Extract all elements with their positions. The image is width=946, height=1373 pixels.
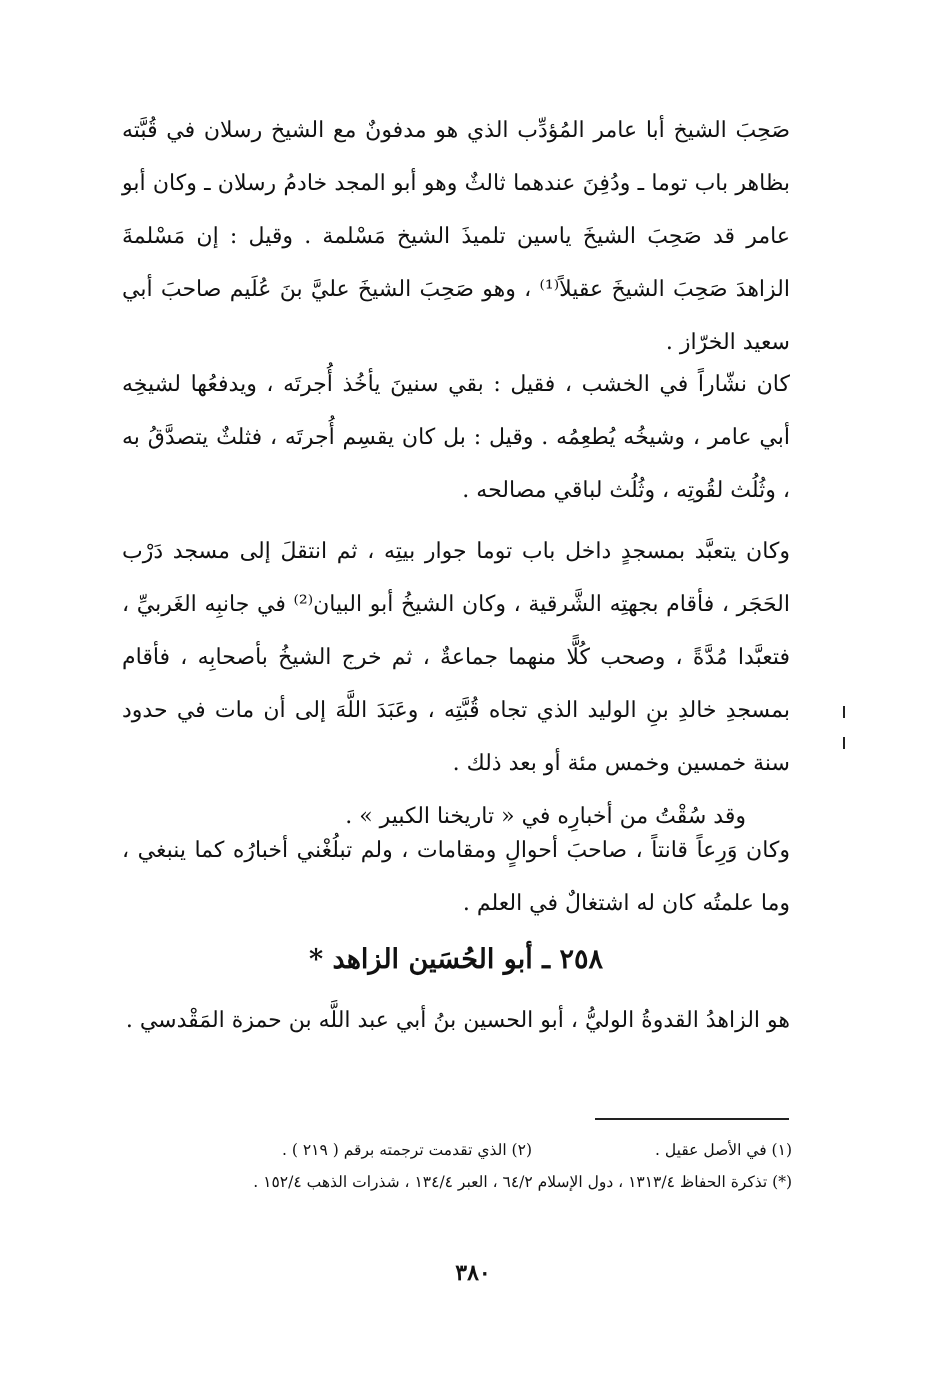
paragraph-1 — [122, 104, 790, 369]
paragraph-text: كان نشّاراً في الخشب ، فقيل : بقي سنينَ يأخُذ أُجرتَه ، ويدفعُها لشيخِه أبي عامر ، وشيخُه يُطعِمُه . وقيل : بل كان يقسِم أُجرتَه ، فثلثٌ يتصدَّقُ به ، وثُلُث لقُوتِه ، وثُلُث لباقي مصالحه . — [122, 372, 790, 503]
footnote-divider — [595, 1118, 789, 1120]
paragraph-4 — [122, 824, 790, 930]
entry-heading: ٢٥٨ ـ أبو الحُسَين الزاهد * — [309, 944, 603, 975]
paragraph-2 — [122, 358, 790, 517]
footnote-1: (١) في الأصل عقيل . — [655, 1141, 792, 1159]
paragraph-3 — [122, 525, 790, 843]
margin-mark — [843, 737, 845, 749]
paragraph-text-continued: وقد سُقْتُ من أخبارِه في « تاريخنا الكبير » . — [345, 804, 746, 829]
footnote-row — [122, 1134, 792, 1166]
page-number: ٣٨٠ — [455, 1260, 491, 1286]
footnotes — [122, 1134, 792, 1198]
footnote-2: (٢) الذي تقدمت ترجمته برقم ( ٢١٩ ) . — [282, 1141, 532, 1159]
paragraph-5 — [122, 994, 790, 1047]
margin-mark — [843, 706, 845, 718]
paragraph-text: صَحِبَ الشيخ أبا عامر المُؤدِّب الذي هو مدفونٌ مع الشيخ رسلان في قُبَّته بظاهر باب توما ـ ودُفِنَ عندهما ثالثٌ وهو أبو المجد خادمُ رسلان ـ وكان أبو عامر قد صَحِبَ الشيخَ ياسين تلميذَ الشيخ مَسْلمة . وقيل : إن مَسْلمةَ الزاهدَ صَحِبَ الشيخَ عقيلاً⁽¹⁾ ، وهو صَحِبَ الشيخَ عليَّ بنَ عُلَيم صاحبَ أبي سعيد الخرّاز . — [122, 118, 790, 355]
paragraph-text: وكان وَرِعاً قانتاً ، صاحبَ أحوالٍ ومقامات ، ولم تبلُغْني أخبارُه كما ينبغي ، وما علمتُه كان له اشتغالٌ في العلم . — [122, 838, 790, 916]
paragraph-text: وكان يتعبَّد بمسجدٍ داخل باب توما جوار بيتِه ، ثم انتقلَ إلى مسجد دَرْب الحَجَر ، فأقام بجهتِه الشَّرقية ، وكان الشيخُ أبو البيان⁽²⁾ في جانبِه الغَربيِّ ، فتعبَّدا مُدَّةً ، وصحب كُلًّا منهما جماعةٌ ، ثم خرج الشيخُ بأصحابِه ، فأقام بمسجدِ خالدِ بنِ الوليد الذي تجاه قُبَّتِه ، وعَبَدَ اللَّهَ إلى أن مات في حدود سنة خمسين وخمس مئة أو بعد ذلك . — [122, 539, 790, 776]
paragraph-text: هو الزاهدُ القدوةُ الوليُّ ، أبو الحسين بنُ أبي عبد اللَّه بن حمزة المَقْدسي . — [125, 1008, 790, 1033]
footnote-source: (*) تذكرة الحفاظ ١٣١٣/٤ ، دول الإسلام ٦٤/٢ ، العبر ١٣٤/٤ ، شذرات الذهب ١٥٢/٤ . — [253, 1173, 792, 1191]
